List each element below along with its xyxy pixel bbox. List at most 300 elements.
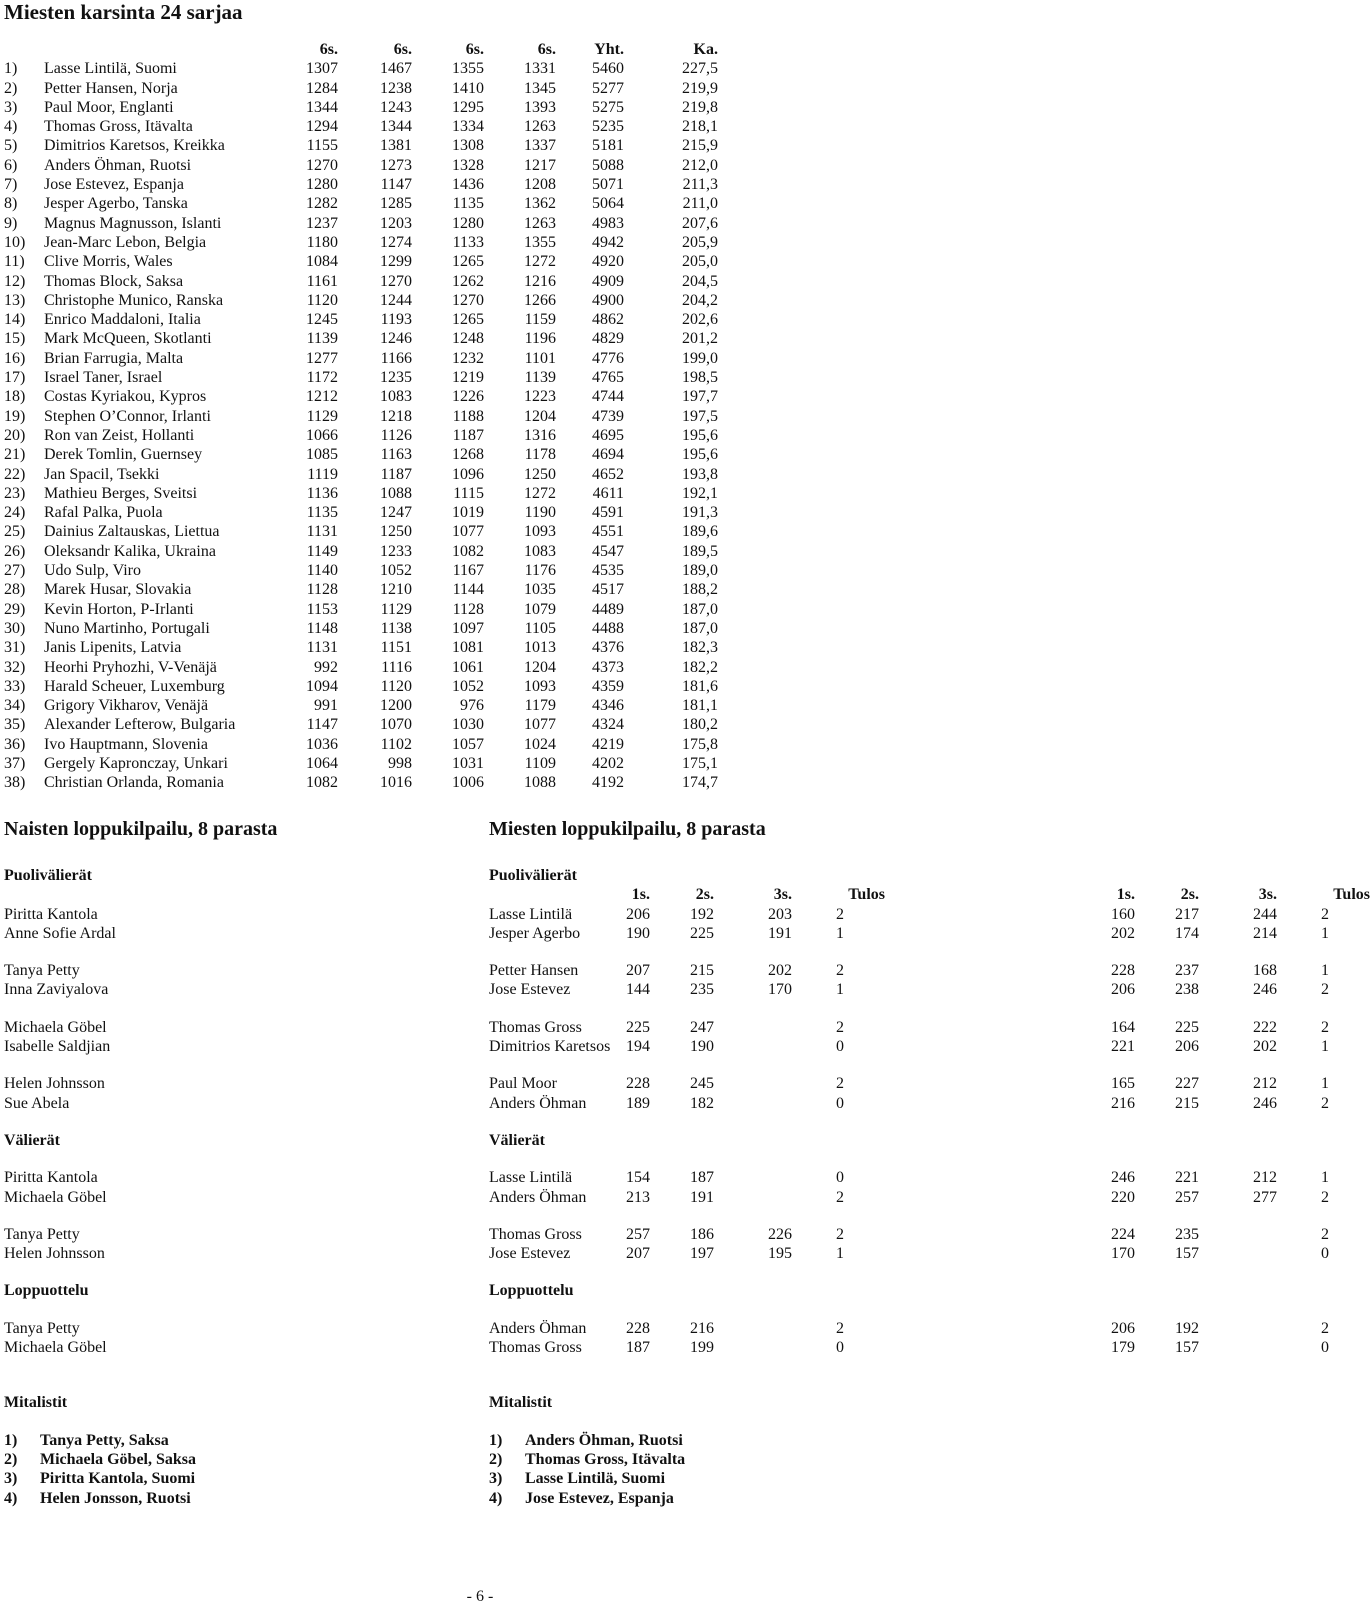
result-cell: 1 — [1321, 1038, 1329, 1056]
average-cell: 219,8 — [682, 98, 718, 116]
header-cell: 6s. — [319, 41, 338, 58]
series-score-cell: 1088 — [524, 774, 556, 792]
series-score-cell: 1035 — [524, 581, 556, 599]
result-cell: 1 — [836, 1245, 844, 1263]
series-score-cell: 1270 — [452, 291, 484, 309]
rank-cell: 26) — [4, 542, 26, 560]
rank-cell: 10) — [4, 233, 26, 251]
series-score-cell: 1085 — [306, 446, 338, 464]
series-score-cell: 1203 — [380, 214, 412, 232]
result-cell: 2 — [1321, 1225, 1329, 1243]
series-score-cell: 1217 — [524, 156, 556, 174]
total-cell: 4862 — [592, 311, 624, 329]
page-title: Miesten karsinta 24 sarjaa — [4, 0, 243, 24]
game-score: 237 — [1175, 962, 1199, 980]
rank-cell: 35) — [4, 716, 26, 734]
game-score: 168 — [1253, 962, 1277, 980]
game-score: 221 — [1111, 1038, 1135, 1056]
average-cell: 189,0 — [682, 562, 718, 580]
medalist-row — [4, 1431, 444, 1450]
average-cell: 198,5 — [682, 369, 718, 387]
rank-cell: 5) — [4, 137, 18, 155]
player-name: Tanya Petty — [4, 1319, 80, 1337]
series-score-cell: 1138 — [380, 619, 412, 637]
average-cell: 211,3 — [682, 176, 718, 194]
result-cell: 2 — [836, 1018, 844, 1036]
rank-cell: 14) — [4, 311, 26, 329]
game-score: 165 — [1111, 1075, 1135, 1093]
round-header — [4, 885, 885, 904]
series-score-cell: 1163 — [380, 446, 412, 464]
series-score-cell: 1210 — [380, 581, 412, 599]
game-score: 164 — [1111, 1018, 1135, 1036]
series-score-cell: 1226 — [452, 388, 484, 406]
player-name-cell: Jesper Agerbo, Tanska — [44, 195, 188, 213]
rank-cell: 37) — [4, 754, 26, 772]
player-name: Lasse Lintilä — [489, 905, 573, 923]
game-score: 157 — [1175, 1245, 1199, 1263]
game-score: 228 — [626, 1319, 650, 1337]
average-cell: 197,7 — [682, 388, 718, 406]
player-name-cell: Dimitrios Karetsos, Kreikka — [44, 137, 225, 155]
result-cell: 2 — [1321, 905, 1329, 923]
player-name-cell: Anders Öhman, Ruotsi — [44, 156, 192, 174]
medalist-name: Piritta Kantola, Suomi — [40, 1470, 196, 1488]
game-score: 192 — [690, 905, 714, 923]
rank-cell: 25) — [4, 523, 26, 541]
header-cell: 3s. — [773, 886, 792, 904]
medalist-row — [489, 1469, 929, 1488]
medalist-name: Jose Estevez, Espanja — [525, 1489, 674, 1507]
series-score-cell: 1147 — [306, 716, 338, 734]
series-score-cell: 1337 — [524, 137, 556, 155]
match-row — [489, 1319, 1329, 1338]
total-cell: 4359 — [592, 677, 624, 695]
total-cell: 4920 — [592, 253, 624, 271]
player-name-cell: Israel Taner, Israel — [44, 369, 163, 387]
game-score: 197 — [690, 1245, 714, 1263]
player-name-cell: Nuno Martinho, Portugali — [44, 619, 210, 637]
series-score-cell: 1019 — [452, 504, 484, 522]
medal-rank: 3) — [4, 1470, 18, 1488]
series-score-cell: 1344 — [306, 98, 338, 116]
total-cell: 4765 — [592, 369, 624, 387]
player-name-cell: Heorhi Pryhozhi, V-Venäjä — [44, 658, 217, 676]
game-score: 190 — [690, 1038, 714, 1056]
game-score: 277 — [1253, 1188, 1277, 1206]
result-cell: 2 — [1321, 1188, 1329, 1206]
series-score-cell: 1166 — [380, 349, 412, 367]
rank-cell: 20) — [4, 426, 26, 444]
match-row — [489, 1225, 1329, 1244]
average-cell: 197,5 — [682, 407, 718, 425]
series-score-cell: 1077 — [452, 523, 484, 541]
match-row — [489, 1074, 1329, 1093]
average-cell: 207,6 — [682, 214, 718, 232]
series-score-cell: 1070 — [380, 716, 412, 734]
rank-cell: 15) — [4, 330, 26, 348]
player-name-cell: Christian Orlanda, Romania — [44, 774, 224, 792]
medalist-row — [489, 1431, 929, 1450]
header-cell: 6s. — [393, 41, 412, 58]
player-name-cell: Ivo Hauptmann, Slovenia — [44, 735, 208, 753]
spacer — [489, 1263, 929, 1281]
player-name-cell: Grigory Vikharov, Venäjä — [44, 697, 209, 715]
spacer — [489, 1113, 929, 1131]
total-cell: 5071 — [592, 176, 624, 194]
game-score: 225 — [690, 924, 714, 942]
series-score-cell: 1262 — [452, 272, 484, 290]
result-cell: 1 — [836, 924, 844, 942]
series-score-cell: 1131 — [306, 639, 338, 657]
series-score-cell: 1196 — [524, 330, 556, 348]
player-name: Michaela Göbel — [4, 1018, 107, 1036]
series-score-cell: 1272 — [524, 253, 556, 271]
series-score-cell: 1013 — [524, 639, 556, 657]
player-name: Inna Zaviyalova — [4, 981, 109, 999]
player-name-cell: Lasse Lintilä, Suomi — [44, 60, 177, 78]
game-score: 207 — [626, 1245, 650, 1263]
game-score: 225 — [1175, 1018, 1199, 1036]
player-name-cell: Gergely Kapronczay, Unkari — [44, 754, 228, 772]
result-cell: 0 — [836, 1339, 844, 1357]
result-cell: 1 — [1321, 1075, 1329, 1093]
rank-cell: 17) — [4, 369, 26, 387]
series-score-cell: 1082 — [452, 542, 484, 560]
spacer — [489, 943, 929, 961]
match-row — [489, 1338, 1329, 1357]
medal-rank: 1) — [4, 1431, 18, 1449]
spacer — [489, 1056, 929, 1074]
total-cell: 4192 — [592, 774, 624, 792]
rank-cell: 36) — [4, 735, 26, 753]
series-score-cell: 1272 — [524, 484, 556, 502]
header-cell: Tulos — [848, 886, 885, 904]
total-cell: 4739 — [592, 407, 624, 425]
spacer — [4, 1375, 444, 1393]
series-score-cell: 1467 — [380, 60, 412, 78]
player-name-cell: Thomas Gross, Itävalta — [44, 118, 193, 136]
series-score-cell: 1244 — [380, 291, 412, 309]
player-name: Piritta Kantola — [4, 905, 98, 923]
series-score-cell: 1294 — [306, 118, 338, 136]
series-score-cell: 1295 — [452, 98, 484, 116]
series-score-cell: 1115 — [453, 484, 484, 502]
average-cell: 201,2 — [682, 330, 718, 348]
series-score-cell: 1266 — [524, 291, 556, 309]
series-score-cell: 1273 — [380, 156, 412, 174]
result-cell: 2 — [1321, 981, 1329, 999]
result-cell: 0 — [1321, 1339, 1329, 1357]
result-cell: 2 — [1321, 1319, 1329, 1337]
header-cell: Ka. — [693, 41, 718, 58]
player-name: Thomas Gross — [489, 1018, 582, 1036]
series-score-cell: 1081 — [452, 639, 484, 657]
player-name-cell: Udo Sulp, Viro — [44, 562, 141, 580]
player-name: Jesper Agerbo — [489, 924, 581, 942]
rank-cell: 13) — [4, 291, 26, 309]
player-name-cell: Mathieu Berges, Sveitsi — [44, 484, 198, 502]
player-name: Tanya Petty — [4, 962, 80, 980]
game-score: 227 — [1175, 1075, 1199, 1093]
average-cell: 188,2 — [682, 581, 718, 599]
medalist-row — [4, 1489, 444, 1508]
game-score: 182 — [690, 1094, 714, 1112]
total-cell: 5088 — [592, 156, 624, 174]
spacer — [4, 1113, 444, 1131]
spacer — [489, 848, 929, 866]
player-name-cell: Marek Husar, Slovakia — [44, 581, 192, 599]
series-score-cell: 1006 — [452, 774, 484, 792]
spacer — [4, 1413, 444, 1431]
result-cell: 2 — [836, 1225, 844, 1243]
series-score-cell: 1128 — [452, 600, 484, 618]
player-name: Michaela Göbel — [4, 1188, 107, 1206]
game-score: 222 — [1253, 1018, 1277, 1036]
rank-cell: 3) — [4, 98, 18, 116]
player-name: Tanya Petty — [4, 1225, 80, 1243]
series-score-cell: 1316 — [524, 426, 556, 444]
header-cell: 2s. — [695, 886, 714, 904]
header-cell: 6s. — [537, 41, 556, 58]
average-cell: 199,0 — [682, 349, 718, 367]
medal-rank: 4) — [489, 1489, 503, 1507]
player-name: Jose Estevez — [489, 981, 571, 999]
series-score-cell: 1307 — [306, 60, 338, 78]
spacer — [4, 848, 444, 866]
game-score: 170 — [1111, 1245, 1135, 1263]
total-cell: 4324 — [592, 716, 624, 734]
series-score-cell: 1280 — [452, 214, 484, 232]
game-score: 187 — [626, 1339, 650, 1357]
spacer — [4, 1263, 444, 1281]
game-score: 213 — [626, 1188, 650, 1206]
game-score: 246 — [1111, 1169, 1135, 1187]
average-cell: 195,6 — [682, 426, 718, 444]
round-label: Välierät — [489, 1131, 545, 1149]
series-score-cell: 1179 — [524, 697, 556, 715]
average-cell: 182,3 — [682, 639, 718, 657]
player-name: Lasse Lintilä — [489, 1169, 573, 1187]
series-score-cell: 1116 — [381, 658, 412, 676]
game-score: 226 — [768, 1225, 792, 1243]
series-score-cell: 1140 — [306, 562, 338, 580]
player-name: Michaela Göbel — [4, 1339, 107, 1357]
game-score: 179 — [1111, 1339, 1135, 1357]
player-name-cell: Rafal Palka, Puola — [44, 504, 163, 522]
rank-cell: 27) — [4, 562, 26, 580]
game-score: 214 — [1253, 924, 1277, 942]
game-score: 154 — [626, 1169, 650, 1187]
series-score-cell: 1223 — [524, 388, 556, 406]
player-name: Anders Öhman — [489, 1094, 587, 1112]
result-cell: 1 — [1321, 924, 1329, 942]
total-cell: 5235 — [592, 118, 624, 136]
match-row — [489, 961, 1329, 980]
result-cell: 0 — [836, 1038, 844, 1056]
rank-cell: 29) — [4, 600, 26, 618]
series-score-cell: 1135 — [306, 504, 338, 522]
series-score-cell: 1274 — [380, 233, 412, 251]
game-score: 195 — [768, 1245, 792, 1263]
game-score: 202 — [1253, 1038, 1277, 1056]
header-cell: 3s. — [1258, 886, 1277, 904]
match-row — [489, 980, 1329, 999]
player-name-cell: Clive Morris, Wales — [44, 253, 173, 271]
total-cell: 5181 — [592, 137, 624, 155]
match-row — [489, 1188, 1329, 1207]
game-score: 257 — [1175, 1188, 1199, 1206]
series-score-cell: 1079 — [524, 600, 556, 618]
series-score-cell: 1105 — [524, 619, 556, 637]
series-score-cell: 1362 — [524, 195, 556, 213]
game-score: 203 — [768, 905, 792, 923]
average-cell: 189,5 — [682, 542, 718, 560]
series-score-cell: 1280 — [306, 176, 338, 194]
player-name-cell: Kevin Horton, P-Irlanti — [44, 600, 194, 618]
player-name-cell: Ron van Zeist, Hollanti — [44, 426, 195, 444]
average-cell: 211,0 — [682, 195, 718, 213]
player-name: Paul Moor — [489, 1075, 557, 1093]
series-score-cell: 1308 — [452, 137, 484, 155]
total-cell: 4744 — [592, 388, 624, 406]
series-score-cell: 1128 — [306, 581, 338, 599]
game-score: 186 — [690, 1225, 714, 1243]
game-score: 228 — [626, 1075, 650, 1093]
player-name: Thomas Gross — [489, 1339, 582, 1357]
round-label: Puolivälierät — [489, 867, 577, 884]
game-score: 192 — [1175, 1319, 1199, 1337]
series-score-cell: 1064 — [306, 754, 338, 772]
series-score-cell: 1172 — [306, 369, 338, 387]
series-score-cell: 1299 — [380, 253, 412, 271]
game-score: 157 — [1175, 1339, 1199, 1357]
player-name-cell: Thomas Block, Saksa — [44, 272, 184, 290]
medal-rank: 4) — [4, 1489, 18, 1507]
series-score-cell: 1218 — [380, 407, 412, 425]
series-score-cell: 976 — [460, 697, 484, 715]
series-score-cell: 1176 — [524, 562, 556, 580]
series-score-cell: 1178 — [524, 446, 556, 464]
series-score-cell: 1263 — [524, 214, 556, 232]
average-cell: 187,0 — [682, 600, 718, 618]
series-score-cell: 1381 — [380, 137, 412, 155]
medalist-name: Michaela Göbel, Saksa — [40, 1450, 197, 1468]
round-label: Loppuottelu — [489, 1282, 574, 1300]
series-score-cell: 1061 — [452, 658, 484, 676]
average-cell: 195,6 — [682, 446, 718, 464]
rank-cell: 11) — [4, 253, 25, 271]
average-cell: 192,1 — [682, 484, 718, 502]
series-score-cell: 1120 — [380, 677, 412, 695]
total-cell: 4983 — [592, 214, 624, 232]
average-cell: 175,8 — [682, 735, 718, 753]
spacer — [4, 1150, 444, 1168]
series-score-cell: 1219 — [452, 369, 484, 387]
series-score-cell: 1410 — [452, 79, 484, 97]
result-cell: 0 — [1321, 1245, 1329, 1263]
rank-cell: 6) — [4, 156, 18, 174]
medalist-row — [489, 1489, 929, 1508]
match-row — [489, 1244, 1329, 1263]
game-score: 224 — [1111, 1225, 1135, 1243]
rank-cell: 8) — [4, 195, 18, 213]
player-name-cell: Alexander Lefterow, Bulgaria — [44, 716, 236, 734]
player-name-cell: Costas Kyriakou, Kypros — [44, 388, 207, 406]
series-score-cell: 1265 — [452, 311, 484, 329]
total-cell: 4695 — [592, 426, 624, 444]
game-score: 235 — [1175, 1225, 1199, 1243]
series-score-cell: 1096 — [452, 465, 484, 483]
player-name: Isabelle Saldjian — [4, 1038, 111, 1056]
spacer — [489, 1000, 929, 1018]
rank-cell: 22) — [4, 465, 26, 483]
player-name: Dimitrios Karetsos — [489, 1038, 611, 1056]
total-cell: 4611 — [592, 484, 624, 502]
rank-cell: 30) — [4, 619, 26, 637]
total-cell: 4694 — [592, 446, 624, 464]
game-score: 257 — [626, 1225, 650, 1243]
page-number: - 6 - — [466, 1588, 494, 1605]
series-score-cell: 1088 — [380, 484, 412, 502]
series-score-cell: 1149 — [306, 542, 338, 560]
game-score: 212 — [1253, 1169, 1277, 1187]
game-score: 199 — [690, 1339, 714, 1357]
series-score-cell: 998 — [388, 754, 412, 772]
series-score-cell: 1208 — [524, 176, 556, 194]
game-score: 244 — [1253, 905, 1277, 923]
player-name-cell: Jose Estevez, Espanja — [44, 176, 184, 194]
medalist-name: Tanya Petty, Saksa — [40, 1431, 169, 1449]
series-score-cell: 1270 — [380, 272, 412, 290]
game-score: 247 — [690, 1018, 714, 1036]
match-row — [489, 924, 1329, 943]
total-cell: 4219 — [592, 735, 624, 753]
men-final-section — [489, 818, 1370, 1508]
rank-cell: 33) — [4, 677, 26, 695]
match-row — [489, 1037, 1329, 1056]
series-score-cell: 1328 — [452, 156, 484, 174]
total-cell: 5460 — [592, 60, 624, 78]
series-score-cell: 1246 — [380, 330, 412, 348]
series-score-cell: 1355 — [452, 60, 484, 78]
series-score-cell: 1250 — [380, 523, 412, 541]
spacer — [4, 1207, 444, 1225]
total-cell: 5275 — [592, 98, 624, 116]
game-score: 144 — [626, 981, 650, 999]
total-cell: 5064 — [592, 195, 624, 213]
series-score-cell: 1126 — [380, 426, 412, 444]
result-cell: 0 — [836, 1094, 844, 1112]
series-score-cell: 1147 — [380, 176, 412, 194]
game-score: 206 — [626, 905, 650, 923]
medalist-name: Lasse Lintilä, Suomi — [525, 1470, 666, 1488]
series-score-cell: 1161 — [306, 272, 338, 290]
round-header — [489, 885, 1370, 904]
game-score: 238 — [1175, 981, 1199, 999]
player-name: Thomas Gross — [489, 1225, 582, 1243]
series-score-cell: 1036 — [306, 735, 338, 753]
series-score-cell: 1216 — [524, 272, 556, 290]
game-score: 191 — [768, 924, 792, 942]
rank-cell: 24) — [4, 504, 26, 522]
average-cell: 202,6 — [682, 311, 718, 329]
series-score-cell: 1436 — [452, 176, 484, 194]
game-score: 206 — [1111, 1319, 1135, 1337]
player-name-cell: Harald Scheuer, Luxemburg — [44, 677, 225, 695]
player-name-cell: Magnus Magnusson, Islanti — [44, 214, 222, 232]
medalist-name: Thomas Gross, Itävalta — [525, 1450, 686, 1468]
